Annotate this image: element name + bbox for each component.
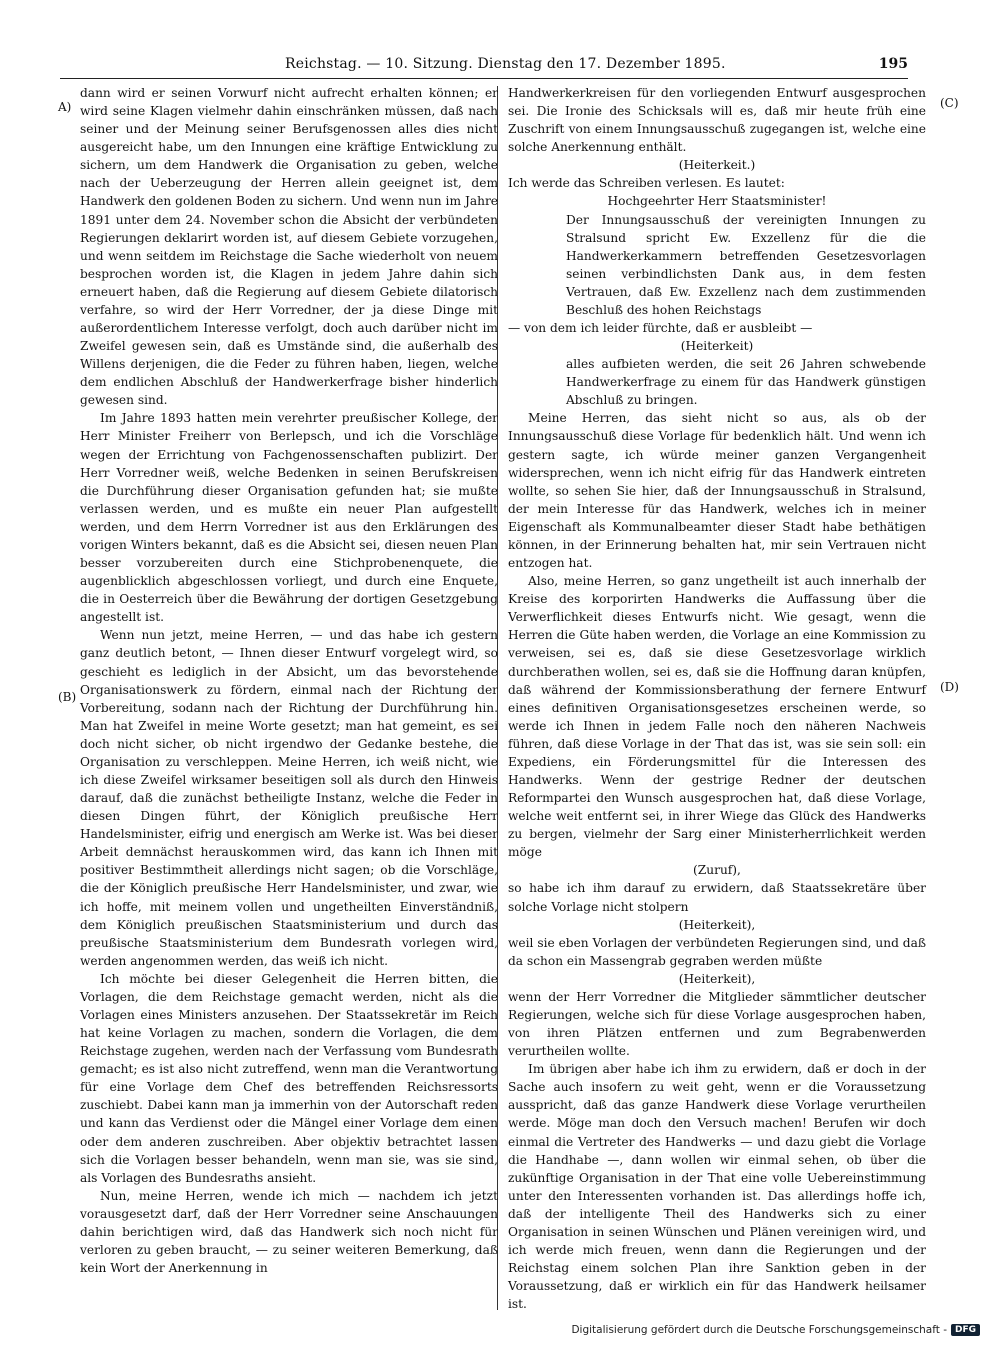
interjection: (Heiterkeit), — [678, 971, 756, 986]
interjection: (Zuruf), — [693, 863, 741, 878]
paragraph: dann wird er seinen Vorwurf nicht aufrecht erhalten können; er wird seine Klagen vielmehr dahin einschränken müssen, daß nach seiner und der Meinung seiner Berufsgenossen alles dies nicht ausgereicht habe, um den Innungen eine kräftige Entwicklung zu sichern, um dem Handwerk die Organisation zu geben, welche nach der Ueberzeugung der Herren allein geeignet ist, dem Handwerk den goldenen Boden zu sichern. Und wenn nun im Jahre 1891 unter dem 24. November schon die Absicht der verbündeten Regierungen deklarirt worden ist, auf diesem Gebiete vorzugehen, und wenn seitdem im Reichstage die Sache wiederholt von neuem besprochen worden ist, die Klagen in jedem Jahre dahin sich erneuert haben, daß die Regierung auf diesem Gebiete dilatorisch verfahre, so wird der Herr Vorredner, der ja diese Dinge mit außerordentlichem Interesse verfolgt, doch auch darüber nicht im Zweifel gewesen sein, daß es Umstände sind, die außerhalb des Willens derjenigen, die die Feder zu führen haben, liegen, welche dem endlichen Abschluß der Handwerkerfrage bisher hinderlich gewesen sind. — [80, 86, 498, 408]
digitization-credit — [571, 1324, 980, 1336]
margin-marker-c: (C) — [940, 96, 959, 110]
paragraph: Ich möchte bei dieser Gelegenheit die Herren bitten, die Vorlagen, die dem Reichstage gemacht werden, nicht als die Vorlagen eines Ministers anzusehen. Der Staatssekretär im Reich hat keine Vorlagen zu machen, sondern die Vorlagen, die dem Reichstage zugehen, werden nach der Verfassung vom Bundesrath gemacht; es ist also nicht zutreffend, wenn man die Verantwortung für eine Vorlage dem Chef des betreffenden Reichsressorts zuschiebt. Dabei kann man ja immerhin von der Autorschaft reden und kann das Verdienst oder die Mängel einer Vorlage dem einen oder dem anderen zuschreiben. Aber objektiv betrachtet lassen sich die Vorlagen besser behandeln, wenn man sie, was sie sind, als Vorlagen des Bundesraths ansieht. — [80, 971, 498, 1185]
paragraph: Meine Herren, das sieht nicht so aus, als ob der Innungsausschuß diese Vorlage für bedenklich hält. Und wenn ich gestern sagte, ich würde meiner ganzen Vergangenheit widersprechen, wenn ich nicht eifrig für das Handwerk eintreten wollte, so sehen Sie hier, daß der Innungsausschuß in Stralsund, der mein Interesse für das Handwerk, welches ich in meiner Eigenschaft als Kommunalbeamter dieser Stadt habe bethätigen können, in der Erinnerung behalten hat, mir sein Vertrauen nicht entzogen hat. — [508, 411, 926, 571]
margin-marker-a: A) — [58, 100, 72, 114]
interjection: (Heiterkeit), — [678, 917, 756, 932]
paragraph: wenn der Herr Vorredner die Mitglieder sämmtlicher deutscher Regierungen, welche sich für diese Vorlage ausgesprochen haben, von ihren Plätzen entfernen und zum Begrabenwerden verurtheilen wollte. — [508, 989, 926, 1059]
paragraph: so habe ich ihm darauf zu erwidern, daß Staatssekretäre über solche Vorlage nicht stolpern — [508, 881, 926, 914]
paragraph: Ich werde das Schreiben verlesen. Es lautet: — [508, 176, 785, 191]
letter-salutation: Hochgeehrter Herr Staatsminister! — [607, 194, 827, 209]
left-column — [80, 84, 498, 1277]
header-rule — [60, 78, 908, 79]
paragraph: Handwerkerkreisen für den vorliegenden Entwurf ausgesprochen sei. Die Ironie des Schicksals will es, daß mir heute früh eine Zuschrift von einem Innungsausschuß zugegangen ist, welche eine solche Anerkennung enthält. — [508, 86, 926, 155]
running-title: Reichstag. — 10. Sitzung. Dienstag den 17. Dezember 1895. — [285, 56, 726, 72]
paragraph: Im Jahre 1893 hatten mein verehrter preußischer Kollege, der Herr Minister Freiherr von Berlepsch, und ich die Vorschläge wegen der Errichtung von Fachgenossenschaften publizirt. Der Herr Vorredner weiß, welche Bedenken in seinen Berufskreisen die Durchführung dieser Organisation gefunden hat; sie mußte verlassen werden, und es mußte ein neuer Plan aufgestellt werden, und dem Herrn Vorredner ist aus den Erklärungen des vorigen Winters bekannt, daß es die Absicht sei, diesen neuen Plan besser vorzubereiten durch eine Stichprobenenquete, die augenblicklich abgeschlossen vorliegt, und durch eine Enquete, die in Oesterreich über die Bewährung der dortigen Gesetzgebung angestellt ist. — [80, 411, 498, 625]
interjection: (Heiterkeit) — [680, 339, 754, 354]
paragraph: Im übrigen aber habe ich ihm zu erwidern, daß er doch in der Sache auch insofern zu weit geht, wenn er die Voraussetzung ausspricht, daß das ganze Handwerk diese Vorlage verurtheilen werde. Möge man doch den Versuch machen! Berufen wir doch einmal die Vertreter des Handwerks — und dazu giebt die Vorlage die Handhabe —, dann wollen wir einmal sehen, ob über die zukünftige Organisation in der That eine volle Uebereinstimmung unter den Interessenten vorhanden ist. Das allerdings hoffe ich, daß der intelligente Theil des Handwerks sich zu einer Organisation in seinen Wünschen und Plänen vereinigen wird, und ich werde mich freuen, wenn dann die Regierungen und der Reichstag einem solchen Plan ihre Sanktion geben in der Voraussetzung, daß er wirklich ein für das Handwerk heilsamer ist. — [508, 1062, 926, 1312]
interjection: (Heiterkeit.) — [678, 158, 756, 173]
right-column — [508, 84, 926, 1313]
page-number: 195 — [878, 56, 908, 72]
paragraph: Also, meine Herren, so ganz ungetheilt ist auch innerhalb der Kreise des korporirten Handwerks die Auffassung über die Verwerflichkeit dieses Entwurfs nicht. Wie gesagt, wenn die Herren die Güte haben werden, die Vorlage an eine Kommission zu verweisen, sei es, daß sie diese Gesetzesvorlage wirklich durchberathen wollen, sei es, daß sie die Hoffnung daran knüpfen, daß während der Kommissionsberathung der fernere Entwurf eines definitiven Organisationsgesetzes erscheinen werde, so werde ich Ihnen in jedem Falle noch den näheren Nachweis führen, daß diese Vorlage in der That das ist, was sie sein soll: ein Expediens, ein Förderungsmittel für die Interessen des Handwerks. Wenn der gestrige Redner der deutschen Reformpartei den Wunsch ausgesprochen hat, daß diese Vorlage, welche weit entfernt sei, in ihrer Wiege das Glück des Handwerks zu bergen, vielmehr der Sarg einer Ministerherrlichkeit werden möge — [508, 574, 926, 860]
paragraph: weil sie eben Vorlagen der verbündeten Regierungen sind, und daß da schon ein Massengrab gegraben werden müßte — [508, 935, 926, 968]
page-header — [60, 54, 908, 80]
quoted-letter: Der Innungsausschuß der vereinigten Innungen zu Stralsund spricht Ew. Exzellenz für die die Handwerkerkammern betreffenden Gesetzesvorlagen seinen verbindlichsten Dank aus, in dem festen Vertrauen, daß Ew. Exzellenz nach dem zustimmenden Beschluß des hohen Reichstags — [566, 212, 926, 317]
credit-text: Digitalisierung gefördert durch die Deutsche Forschungsgemeinschaft - — [571, 1324, 947, 1336]
dfg-logo: DFG — [951, 1324, 980, 1336]
aside: — von dem ich leider fürchte, daß er ausbleibt — — [508, 321, 813, 336]
margin-marker-b: (B) — [58, 690, 77, 704]
margin-marker-d: (D) — [940, 680, 959, 694]
paragraph: Wenn nun jetzt, meine Herren, — und das habe ich gestern ganz deutlich betont, — Ihnen dieser Entwurf vorgelegt wird, so geschieht es lediglich in der Absicht, um das bevorstehende Organisationswerk zu fördern, einmal nach der Richtung der Vorbereitung, sodann nach der Richtung der Durchführung hin. Man hat Zweifel in meine Worte gesetzt; man hat gemeint, es sei doch nicht sicher, ob nicht irgendwo der Gedanke bestehe, die Organisation zu verschleppen. Meine Herren, ich weiß nicht, wie ich diese Zweifel wirksamer beseitigen soll als durch den Hinweis darauf, daß die zunächst betheiligte Instanz, welche die Feder in diesen Dingen führt, der Königlich preußische Herr Handelsminister, eifrig und energisch am Werke ist. Was bei dieser Arbeit demnächst herauskommen wird, das kann ich Ihnen mit positiver Bestimmtheit allerdings nicht sagen; ob die Vorschläge, die der Königlich preußische Herr Handelsminister, und zwar, wie ich hoffe, mit meinem vollen und ungetheilten Einverständniß, dem Königlich preußischen Staatsministerium und durch das preußische Staatsministerium dem Bundesrath vorlegen wird, werden angenommen werden, das weiß ich nicht. — [80, 628, 498, 968]
paragraph: Nun, meine Herren, wende ich mich — nachdem ich jetzt vorausgesetzt darf, daß der Herr Vorredner seine Anschauungen dahin berichtigen wird, daß das Handwerk sich noch nicht für verloren zu geben braucht, — zu seiner weiteren Bemerkung, daß kein Wort der Anerkennung in — [80, 1188, 498, 1276]
quoted-letter: alles aufbieten werden, die seit 26 Jahren schwebende Handwerkerfrage zu einem für das Handwerk günstigen Abschluß zu bringen. — [566, 357, 926, 408]
